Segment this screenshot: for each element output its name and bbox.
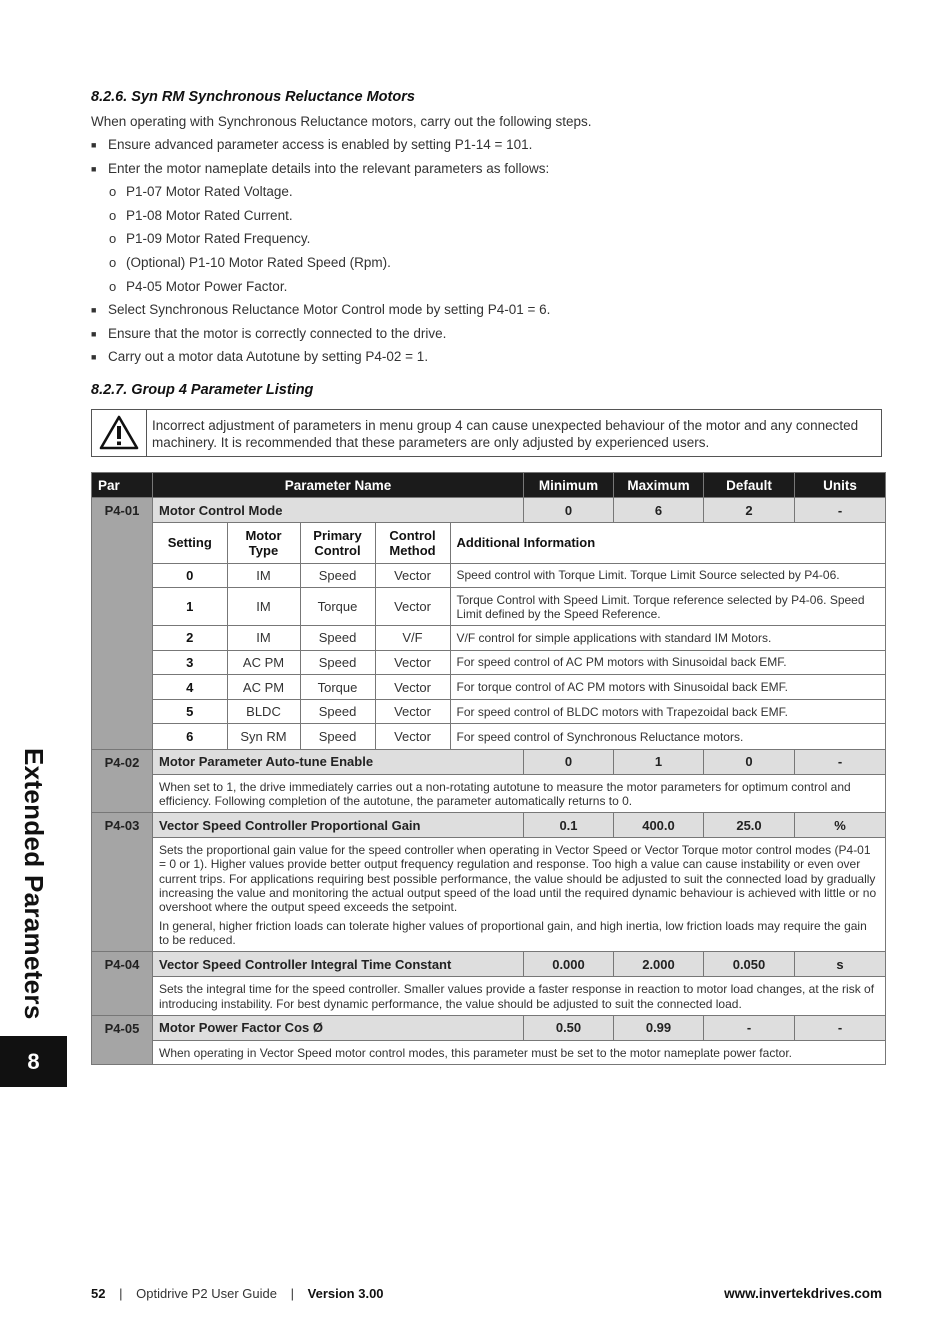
- bullet-marker: ■: [91, 163, 97, 174]
- table-row: [153, 675, 885, 700]
- param-max: 400.0: [614, 813, 704, 838]
- param-name: Motor Power Factor Cos Ø: [153, 1015, 524, 1040]
- list-item: ■ Ensure advanced parameter access is enabled by setting P1-14 = 101.: [91, 133, 550, 157]
- bullet-marker: o: [109, 184, 117, 200]
- settings-header-control-method: Control Method: [375, 523, 450, 563]
- chapter-tab: 8: [0, 1036, 67, 1087]
- table-row: [92, 813, 886, 838]
- list-item: o P4-05 Motor Power Factor.: [91, 275, 550, 299]
- section-heading-826: 8.2.6. Syn RM Synchronous Reluctance Motors: [91, 89, 415, 105]
- param-max: 2.000: [614, 952, 704, 977]
- param-id: P4-04: [92, 952, 153, 1016]
- setting-value: 1: [153, 588, 227, 626]
- param-units: -: [795, 1015, 886, 1040]
- list-item: o P1-09 Motor Rated Frequency.: [91, 227, 550, 251]
- col-header-min: Minimum: [524, 473, 614, 498]
- warning-icon-cell: [92, 410, 147, 456]
- list-item: o P1-08 Motor Rated Current.: [91, 204, 550, 228]
- param-min: 0.1: [524, 813, 614, 838]
- param-units: -: [795, 498, 886, 523]
- bullet-marker: ■: [91, 305, 97, 316]
- guide-title: Optidrive P2 User Guide: [136, 1286, 278, 1301]
- motor-type: IM: [227, 563, 300, 588]
- col-header-default: Default: [704, 473, 795, 498]
- additional-info: Torque Control with Speed Limit. Torque reference selected by P4-06. Speed Limit defined by the Speed Reference.: [450, 588, 885, 626]
- additional-info: For torque control of AC PM motors with Sinusoidal back EMF.: [450, 675, 885, 700]
- table-row: [92, 749, 886, 774]
- table-row: [92, 838, 886, 952]
- settings-header-row: [153, 523, 885, 563]
- additional-info: Speed control with Torque Limit. Torque Limit Source selected by P4-06.: [450, 563, 885, 588]
- param-name: Motor Control Mode: [153, 498, 524, 523]
- settings-header-info: Additional Information: [450, 523, 885, 563]
- table-row: [92, 774, 886, 813]
- param-min: 0: [524, 498, 614, 523]
- param-default: -: [704, 1015, 795, 1040]
- table-row: [92, 952, 886, 977]
- primary-control: Speed: [300, 724, 375, 749]
- bullet-marker: o: [109, 254, 117, 270]
- setting-value: 6: [153, 724, 227, 749]
- bullet-marker: ■: [91, 328, 97, 339]
- table-row: [153, 724, 885, 749]
- primary-control: Torque: [300, 675, 375, 700]
- bullet-marker: ■: [91, 140, 97, 150]
- footer-separator: |: [290, 1286, 295, 1301]
- param-min: 0.000: [524, 952, 614, 977]
- table-row: [153, 563, 885, 588]
- table-row: [153, 626, 885, 651]
- param-name: Vector Speed Controller Integral Time Constant: [153, 952, 524, 977]
- control-method: Vector: [375, 588, 450, 626]
- bullet-marker: o: [109, 278, 117, 294]
- control-method: Vector: [375, 675, 450, 700]
- list-item: o (Optional) P1-10 Motor Rated Speed (Rpm).: [91, 251, 550, 275]
- col-header-max: Maximum: [614, 473, 704, 498]
- warning-text: Incorrect adjustment of parameters in menu group 4 can cause unexpected behaviour of the motor and any connected machinery. It is recommended that these parameters are only adjusted by experienced users.: [152, 418, 859, 450]
- param-min: 0: [524, 749, 614, 774]
- warning-box: [91, 409, 882, 457]
- table-row: [92, 977, 886, 1016]
- section-intro: When operating with Synchronous Reluctance motors, carry out the following steps.: [91, 114, 592, 129]
- table-row: [92, 1015, 886, 1040]
- control-method: Vector: [375, 563, 450, 588]
- list-item: ■ Select Synchronous Reluctance Motor Control mode by setting P4-01 = 6.: [91, 298, 550, 322]
- website-link[interactable]: www.invertekdrives.com: [724, 1286, 882, 1301]
- table-row: [153, 588, 885, 626]
- parameter-table: [91, 472, 886, 1065]
- setting-value: 2: [153, 626, 227, 651]
- param-max: 6: [614, 498, 704, 523]
- param-description: When set to 1, the drive immediately carries out a non-rotating autotune to measure the motor parameters for optimum control and efficiency. Following completion of the autotune, the parameter automatically returns to 0.: [153, 774, 886, 813]
- motor-type: BLDC: [227, 699, 300, 724]
- additional-info: For speed control of Synchronous Reluctance motors.: [450, 724, 885, 749]
- param-description: [153, 838, 886, 952]
- footer-separator: |: [119, 1286, 123, 1301]
- motor-type: AC PM: [227, 675, 300, 700]
- setting-value: 4: [153, 675, 227, 700]
- param-name: Motor Parameter Auto-tune Enable: [153, 749, 524, 774]
- settings-header-primary-control: Primary Control: [300, 523, 375, 563]
- param-units: %: [795, 813, 886, 838]
- table-row: [92, 498, 886, 523]
- param-id: P4-05: [92, 1015, 153, 1064]
- setting-value: 5: [153, 699, 227, 724]
- param-description: Sets the integral time for the speed controller. Smaller values provide a faster response in reaction to motor load changes, at the risk of introducing instability. For best dynamic performance, the value should be adjusted to suit the connected load.: [153, 977, 886, 1016]
- control-method: Vector: [375, 650, 450, 675]
- param-name: Vector Speed Controller Proportional Gain: [153, 813, 524, 838]
- param-min: 0.50: [524, 1015, 614, 1040]
- primary-control: Speed: [300, 626, 375, 651]
- table-row: [92, 523, 886, 750]
- settings-table: [153, 523, 885, 749]
- list-item: ■ Ensure that the motor is correctly connected to the drive.: [91, 322, 550, 346]
- steps-list: [91, 133, 550, 369]
- motor-type: AC PM: [227, 650, 300, 675]
- guide-version: Version 3.00: [307, 1286, 384, 1301]
- motor-type: Syn RM: [227, 724, 300, 749]
- setting-value: 0: [153, 563, 227, 588]
- col-header-par: Par: [92, 473, 153, 498]
- param-units: -: [795, 749, 886, 774]
- settings-header-motor-type: Motor Type: [227, 523, 300, 563]
- description-paragraph: In general, higher friction loads can tolerate higher values of proportional gain, and high inertia, low friction loads may require the gain to be reduced.: [159, 918, 867, 947]
- table-row: [153, 650, 885, 675]
- description-paragraph: Sets the proportional gain value for the speed controller when operating in Vector Speed or Vector Torque motor control modes (P4-01 = 0 or 1). Higher values provide better output frequency regulation and response. Too high a value can cause instability or even over current trips. For applications requiring best possible performance, the value should be adjusted to suit the connected load by gradually increasing the value and monitoring the actual output speed of the load until the required dynamic behaviour is achieved with little or no overshoot where the output speed exceeds the setpoint.: [159, 843, 877, 915]
- additional-info: V/F control for simple applications with standard IM Motors.: [450, 626, 885, 651]
- list-item: ■ Enter the motor nameplate details into the relevant parameters as follows:: [91, 157, 550, 181]
- param-id: P4-03: [92, 813, 153, 952]
- param-units: s: [795, 952, 886, 977]
- param-default: 0.050: [704, 952, 795, 977]
- list-item: o P1-07 Motor Rated Voltage.: [91, 180, 550, 204]
- param-default: 0: [704, 749, 795, 774]
- settings-table-cell: [153, 523, 886, 750]
- motor-type: IM: [227, 588, 300, 626]
- primary-control: Speed: [300, 699, 375, 724]
- primary-control: Speed: [300, 563, 375, 588]
- motor-type: IM: [227, 626, 300, 651]
- param-max: 0.99: [614, 1015, 704, 1040]
- bullet-marker: o: [109, 207, 117, 223]
- page-number: 52: [91, 1286, 106, 1301]
- additional-info: For speed control of BLDC motors with Trapezoidal back EMF.: [450, 699, 885, 724]
- control-method: V/F: [375, 626, 450, 651]
- primary-control: Torque: [300, 588, 375, 626]
- table-header-row: [92, 473, 886, 498]
- additional-info: For speed control of AC PM motors with Sinusoidal back EMF.: [450, 650, 885, 675]
- chapter-side-label: Extended Parameters: [19, 748, 49, 1020]
- setting-value: 3: [153, 650, 227, 675]
- warning-triangle-icon: [99, 415, 139, 451]
- param-default: 25.0: [704, 813, 795, 838]
- section-heading-827: 8.2.7. Group 4 Parameter Listing: [91, 382, 314, 398]
- control-method: Vector: [375, 699, 450, 724]
- page-footer: [91, 1286, 384, 1301]
- bullet-marker: o: [109, 231, 117, 247]
- settings-header-setting: Setting: [153, 523, 227, 563]
- primary-control: Speed: [300, 650, 375, 675]
- bullet-marker: ■: [91, 352, 97, 363]
- control-method: Vector: [375, 724, 450, 749]
- list-item: ■ Carry out a motor data Autotune by setting P4-02 = 1.: [91, 345, 550, 369]
- param-max: 1: [614, 749, 704, 774]
- param-id: P4-01: [92, 498, 153, 750]
- param-default: 2: [704, 498, 795, 523]
- param-description: When operating in Vector Speed motor control modes, this parameter must be set to the motor nameplate power factor.: [153, 1040, 886, 1064]
- col-header-units: Units: [795, 473, 886, 498]
- col-header-name: Parameter Name: [153, 473, 524, 498]
- table-row: [153, 699, 885, 724]
- table-row: [92, 1040, 886, 1064]
- param-id: P4-02: [92, 749, 153, 813]
